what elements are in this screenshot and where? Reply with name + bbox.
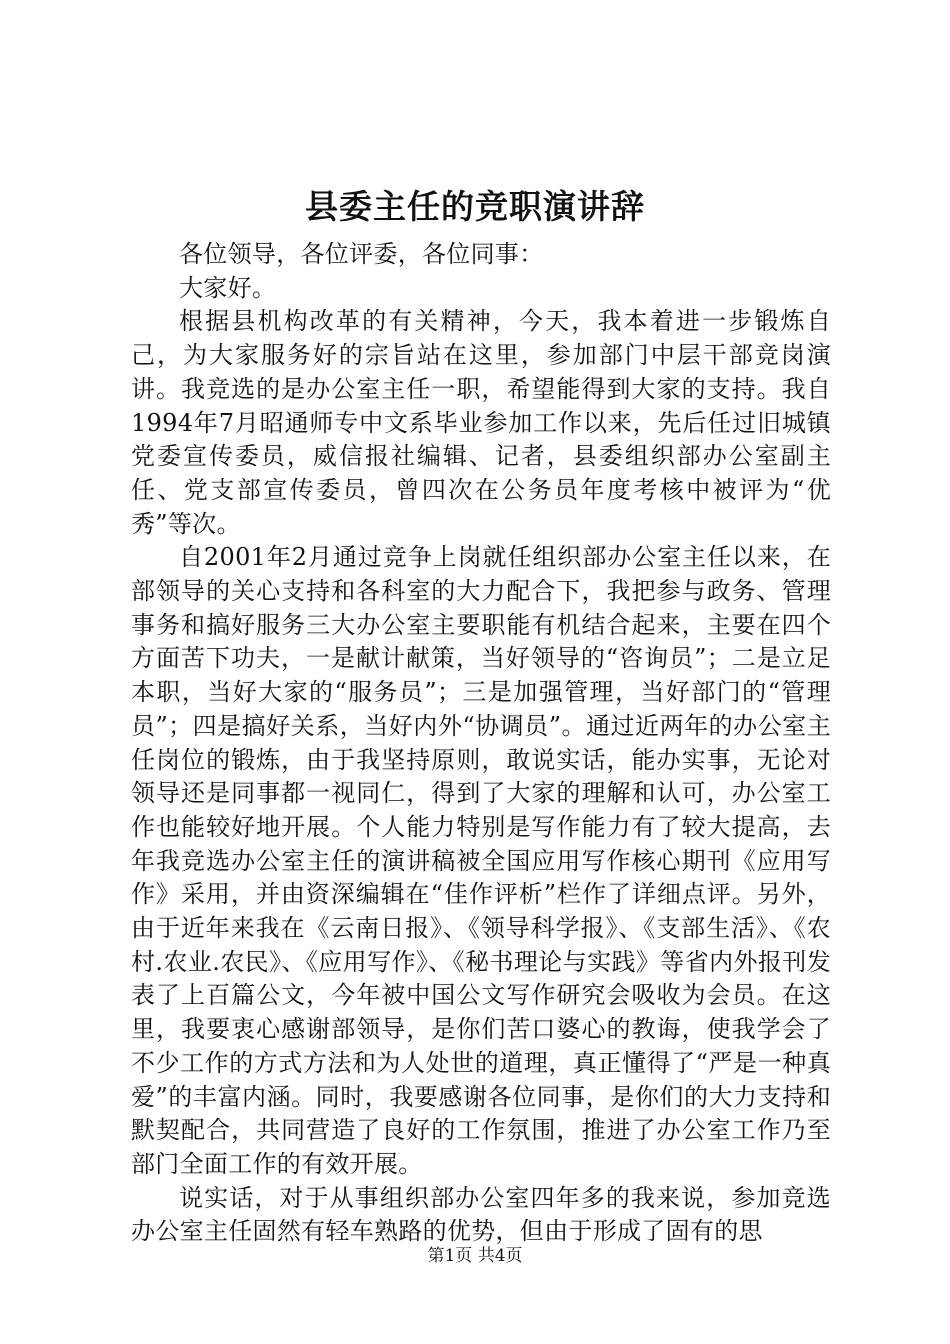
page-number-footer: 第1页 共4页 — [427, 1246, 523, 1266]
greeting: 大家好。 — [179, 273, 277, 302]
paragraph-experience: 自2001年2月通过竞争上岗就任组织部办公室主任以来，在部领导的关心支持和各科室的大力配合下，我把参与政务、管理事务和搞好服务三大办公室主要职能有机结合起来，主要在四个方面苦下功夫，一是献计献策，当好领导的“咨询员”；二是立足本职，当好大家的“服务员”；三是加强管理，当好部门的“管理员”；四是搞好关系，当好内外“协调员”。通过近两年的办公室主任岗位的锻炼，由于我坚持原则，敢说实话，能办实事，无论对领导还是同事都一视同仁，得到了大家的理解和认可，办公室工作也能较好地开展。个人能力特别是写作能力有了较大提高，去年我竞选办公室主任的演讲稿被全国应用写作核心期刊《应用写作》采用，并由资深编辑在“佳作评析”栏作了详细点评。另外，由于近年来我在《云南日报》、《领导科学报》、《支部生活》、《农村.农业.农民》、《应用写作》、《秘书理论与实践》等省内外报刊发表了上百篇公文，今年被中国公文写作研究会吸收为会员。在这里，我要衷心感谢部领导，是你们苦口婆心的教诲，使我学会了不少工作的方式方法和为人处世的道理，真正懂得了“严是一种真爱”的丰富内涵。同时，我要感谢各位同事，是你们的大力支持和默契配合，共同营造了良好的工作氛围，推进了办公室工作乃至部门全面工作的有效开展。 — [131, 543, 831, 1178]
document-title: 县委主任的竞职演讲辞 — [305, 187, 645, 226]
paragraph-intro: 根据县机构改革的有关精神，今天，我本着进一步锻炼自己，为大家服务好的宗旨站在这里，参加部门中层干部竞岗演讲。我竞选的是办公室主任一职，希望能得到大家的支持。我自1994年7月昭通师专中文系毕业参加工作以来，先后任过旧城镇党委宣传委员，威信报社编辑、记者，县委组织部办公室副主任、党支部宣传委员，曾四次在公务员年度考核中被评为“优秀”等次。 — [131, 307, 831, 538]
document-body — [131, 238, 831, 1249]
paragraph-candidly: 说实话，对于从事组织部办公室四年多的我来说，参加竞选办公室主任固然有轻车熟路的优势，但由于形成了固有的思 — [131, 1183, 831, 1246]
salutation: 各位领导，各位评委，各位同事： — [179, 240, 544, 268]
